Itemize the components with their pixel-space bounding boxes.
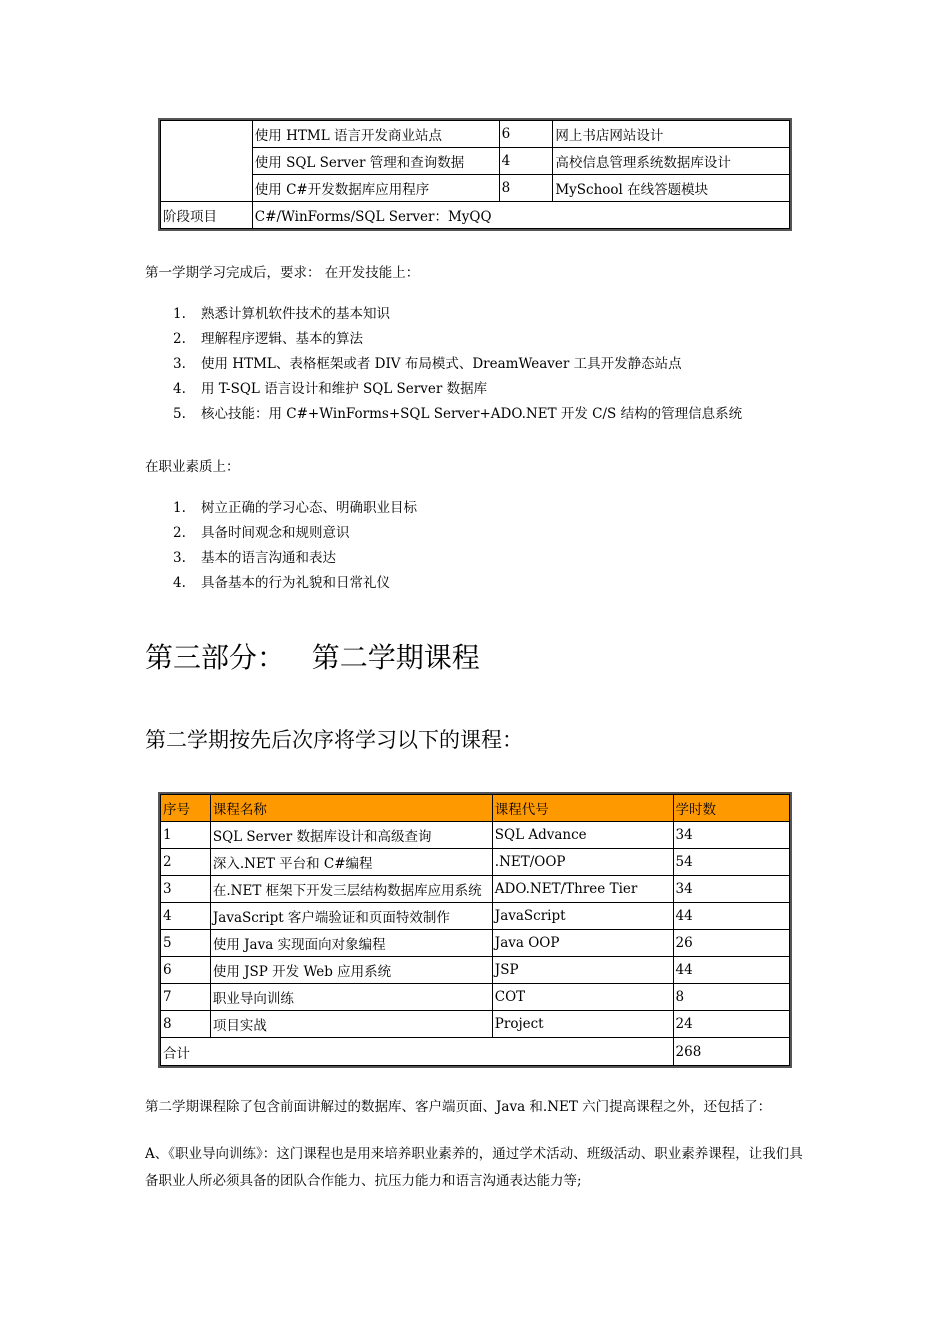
cell: 4 bbox=[161, 903, 211, 930]
cell: 职业导向训练 bbox=[210, 984, 492, 1011]
header-cell: 序号 bbox=[161, 795, 211, 822]
stage-label-cell: 阶段项目 bbox=[161, 202, 253, 229]
empty-cell bbox=[161, 121, 253, 202]
list-item: 1. 熟悉计算机软件技术的基本知识 bbox=[173, 306, 390, 322]
section-heading: 第三部分： 第二学期课程 bbox=[145, 641, 480, 674]
cell: 1 bbox=[161, 822, 211, 849]
cell: 6 bbox=[161, 957, 211, 984]
table-row bbox=[161, 202, 790, 229]
header-cell: 课程名称 bbox=[210, 795, 492, 822]
paragraph-cot: A、《职业导向训练》：这门课程也是用来培养职业素养的，通过学术活动、班级活动、职业素养课程，让我们具备职业人所必须具备的团队合作能力、抗压力能力和语言沟通表达能力等; bbox=[145, 1146, 803, 1189]
cell: 24 bbox=[673, 1011, 789, 1038]
second-semester-course-table bbox=[160, 794, 790, 1066]
project-cell: 高校信息管理系统数据库设计 bbox=[553, 148, 790, 175]
hours-cell: 8 bbox=[499, 175, 553, 202]
header-cell: 课程代号 bbox=[492, 795, 673, 822]
quality-list bbox=[145, 496, 417, 596]
cell: 使用 JSP 开发 Web 应用系统 bbox=[210, 957, 492, 984]
list-item: 4. 具备基本的行为礼貌和日常礼仪 bbox=[173, 575, 390, 591]
project-cell: MySchool 在线答题模块 bbox=[553, 175, 790, 202]
cell: 34 bbox=[673, 822, 789, 849]
list-item: 5. 核心技能：用 C#+WinForms+SQL Server+ADO.NET 开发 C/S 结构的管理信息系统 bbox=[173, 406, 743, 422]
skills-list bbox=[145, 302, 742, 427]
header-cell: 学时数 bbox=[673, 795, 789, 822]
cell: 44 bbox=[673, 957, 789, 984]
cell: 34 bbox=[673, 876, 789, 903]
table-row bbox=[161, 849, 790, 876]
cell: JSP bbox=[492, 957, 673, 984]
total-value-cell: 268 bbox=[673, 1038, 789, 1066]
table-row bbox=[161, 121, 790, 148]
section-subheading: 第二学期按先后次序将学习以下的课程： bbox=[145, 728, 523, 752]
cell: 8 bbox=[161, 1011, 211, 1038]
project-cell: 网上书店网站设计 bbox=[553, 121, 790, 148]
table-row bbox=[161, 903, 790, 930]
course-cell: 使用 SQL Server 管理和查询数据 bbox=[252, 148, 499, 175]
table-row bbox=[161, 876, 790, 903]
list-item: 2. 理解程序逻辑、基本的算法 bbox=[173, 331, 363, 347]
paragraph-summary: 第二学期课程除了包含前面讲解过的数据库、客户端页面、Java 和.NET 六门提高课程之外，还包括了： bbox=[145, 1099, 772, 1115]
list-item: 3. 基本的语言沟通和表达 bbox=[173, 550, 336, 566]
list-item: 4. 用 T-SQL 语言设计和维护 SQL Server 数据库 bbox=[173, 381, 488, 397]
cell: Project bbox=[492, 1011, 673, 1038]
cell: 深入.NET 平台和 C#编程 bbox=[210, 849, 492, 876]
table-row bbox=[161, 1011, 790, 1038]
list-item: 1. 树立正确的学习心态、明确职业目标 bbox=[173, 500, 417, 516]
table-total-row bbox=[161, 1038, 790, 1066]
cell: Java OOP bbox=[492, 930, 673, 957]
cell: COT bbox=[492, 984, 673, 1011]
cell: ADO.NET/Three Tier bbox=[492, 876, 673, 903]
list-item: 2. 具备时间观念和规则意识 bbox=[173, 525, 350, 541]
cell: 26 bbox=[673, 930, 789, 957]
stage-value-cell: C#/WinForms/SQL Server：MyQQ bbox=[252, 202, 789, 229]
table-row bbox=[161, 957, 790, 984]
cell: 3 bbox=[161, 876, 211, 903]
total-label-cell: 合计 bbox=[161, 1038, 674, 1066]
cell: 7 bbox=[161, 984, 211, 1011]
table-row bbox=[161, 822, 790, 849]
cell: JavaScript bbox=[492, 903, 673, 930]
cell: SQL Server 数据库设计和高级查询 bbox=[210, 822, 492, 849]
cell: 使用 Java 实现面向对象编程 bbox=[210, 930, 492, 957]
hours-cell: 6 bbox=[499, 121, 553, 148]
cell: .NET/OOP bbox=[492, 849, 673, 876]
cell: 5 bbox=[161, 930, 211, 957]
skills-intro: 第一学期学习完成后，要求： 在开发技能上： bbox=[145, 265, 420, 281]
course-cell: 使用 C#开发数据库应用程序 bbox=[252, 175, 499, 202]
cell: 在.NET 框架下开发三层结构数据库应用系统 bbox=[210, 876, 492, 903]
course-cell: 使用 HTML 语言开发商业站点 bbox=[252, 121, 499, 148]
cell: 54 bbox=[673, 849, 789, 876]
cell: JavaScript 客户端验证和页面特效制作 bbox=[210, 903, 492, 930]
hours-cell: 4 bbox=[499, 148, 553, 175]
cell: SQL Advance bbox=[492, 822, 673, 849]
table-header-row bbox=[161, 795, 790, 822]
table-row bbox=[161, 930, 790, 957]
list-item: 3. 使用 HTML、表格框架或者 DIV 布局模式、DreamWeaver 工具开发静态站点 bbox=[173, 356, 682, 372]
first-semester-table bbox=[160, 120, 790, 229]
cell: 项目实战 bbox=[210, 1011, 492, 1038]
table-row bbox=[161, 984, 790, 1011]
cell: 2 bbox=[161, 849, 211, 876]
cell: 8 bbox=[673, 984, 789, 1011]
table-row bbox=[161, 175, 790, 202]
cell: 44 bbox=[673, 903, 789, 930]
quality-intro: 在职业素质上： bbox=[145, 459, 240, 475]
table-row bbox=[161, 148, 790, 175]
